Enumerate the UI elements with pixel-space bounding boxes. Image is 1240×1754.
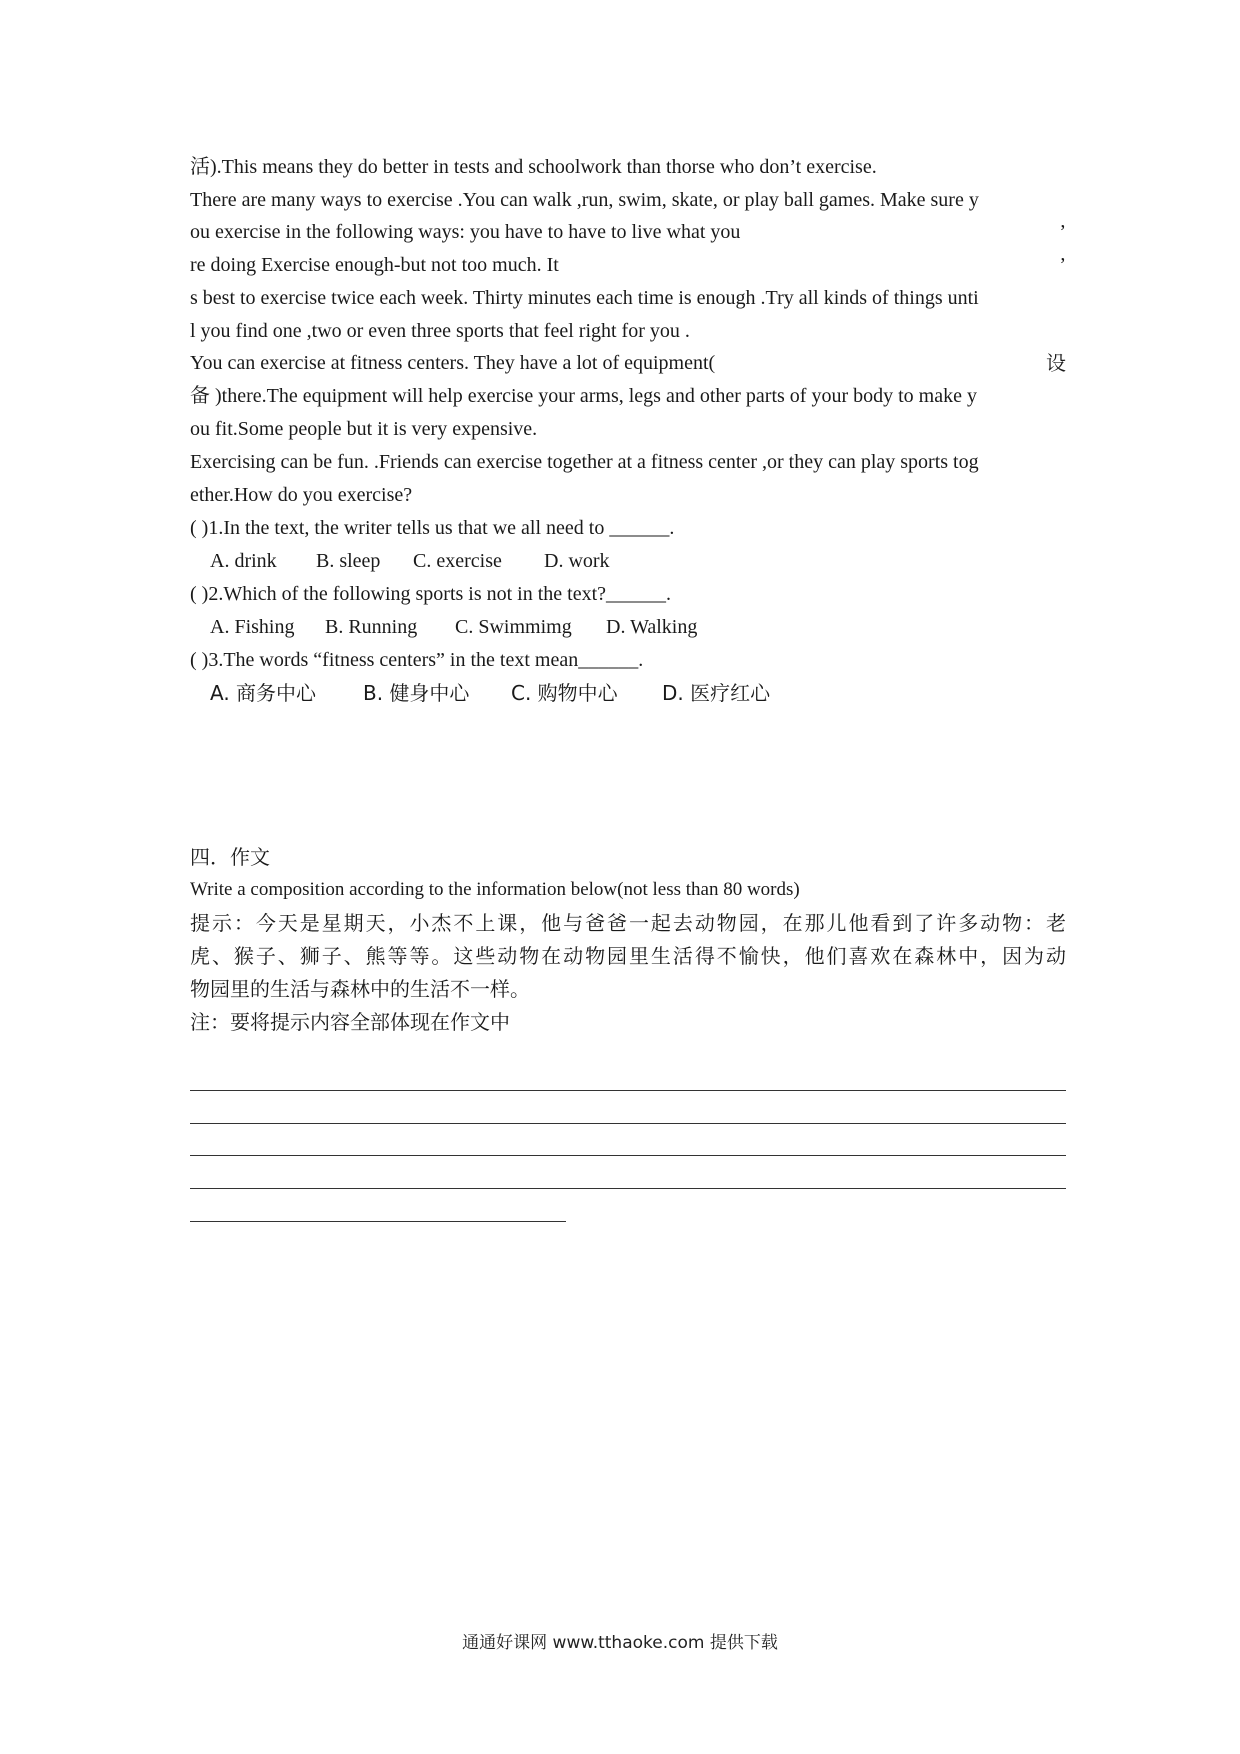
passage-line-9: ou fit.Some people but it is very expensive.: [190, 418, 538, 440]
passage-line-7: [190, 349, 1066, 377]
composition-instruction: Write a composition according to the information below(not less than 80 words): [190, 879, 800, 900]
composition-hint-line-1: 提示：今天是星期天，小杰不上课，他与爸爸一起去动物园，在那儿他看到了许多动物：老: [190, 911, 1066, 935]
passage-line-4-mark: ’: [1059, 254, 1066, 276]
composition-hint-line-3: 物园里的生活与森林中的生活不一样。: [190, 977, 530, 1001]
passage-line-4-text: re doing Exercise enough-but not too much. It: [190, 254, 559, 276]
question-2-option-d: D. Walking: [606, 616, 698, 638]
passage-line-2: There are many ways to exercise .You can walk ,run, swim, skate, or play ball games. Make sure y: [190, 189, 979, 211]
passage-line-1: 活).This means they do better in tests and schoolwork than thorse who don’t exercise.: [190, 156, 877, 178]
passage-line-11: ether.How do you exercise?: [190, 484, 413, 506]
question-2-option-c: C. Swimmimg: [455, 616, 572, 638]
writing-line-3[interactable]: [190, 1155, 1066, 1156]
question-3-option-b: B. 健身中心: [363, 681, 470, 705]
question-1-option-c: C. exercise: [413, 550, 502, 572]
passage-line-3-mark: ’: [1059, 221, 1066, 243]
question-1-options: [210, 547, 610, 575]
passage-line-10: Exercising can be fun. .Friends can exercise together at a fitness center ,or they can play sports tog: [190, 451, 979, 473]
passage-line-8: 备 )there.The equipment will help exercise your arms, legs and other parts of your body to make y: [190, 385, 977, 407]
question-1-option-a: A. drink: [210, 550, 277, 572]
question-1-option-b: B. sleep: [316, 550, 381, 572]
question-3-options: [210, 679, 770, 707]
writing-line-2[interactable]: [190, 1123, 1066, 1124]
writing-line-1[interactable]: [190, 1090, 1066, 1091]
writing-line-5[interactable]: [190, 1221, 566, 1222]
question-1-option-d: D. work: [544, 550, 610, 572]
question-2-option-a: A. Fishing: [210, 616, 295, 638]
passage-line-3: [190, 218, 1066, 246]
passage-line-7-char: 设: [1046, 351, 1066, 375]
passage-line-4: [190, 251, 1066, 279]
section-heading: 四．作文: [190, 845, 270, 869]
passage-line-6: l you find one ,two or even three sports that feel right for you .: [190, 320, 690, 342]
question-2-options: [210, 613, 697, 641]
writing-line-4[interactable]: [190, 1188, 1066, 1189]
question-3-option-a: A. 商务中心: [210, 681, 317, 705]
passage-line-5: s best to exercise twice each week. Thirty minutes each time is enough .Try all kinds of things unti: [190, 287, 979, 309]
question-2-stem: ( )2.Which of the following sports is not in the text?______.: [190, 583, 672, 605]
question-3-option-c: C. 购物中心: [511, 681, 618, 705]
question-3-option-d: D. 医疗红心: [662, 681, 771, 705]
composition-note: 注：要将提示内容全部体现在作文中: [190, 1010, 510, 1034]
passage-line-3-text: ou exercise in the following ways: you have to have to live what you: [190, 221, 741, 243]
question-3-stem: ( )3.The words “fitness centers” in the text mean______.: [190, 649, 644, 671]
question-1-stem: ( )1.In the text, the writer tells us that we all need to ______.: [190, 517, 675, 539]
page-footer: 通通好课网 www.tthaoke.com 提供下载: [462, 1633, 778, 1653]
passage-line-7-text: You can exercise at fitness centers. They have a lot of equipment(: [190, 352, 716, 374]
composition-hint-line-2: 虎、猴子、狮子、熊等等。这些动物在动物园里生活得不愉快，他们喜欢在森林中，因为动: [190, 944, 1066, 968]
question-2-option-b: B. Running: [325, 616, 418, 638]
